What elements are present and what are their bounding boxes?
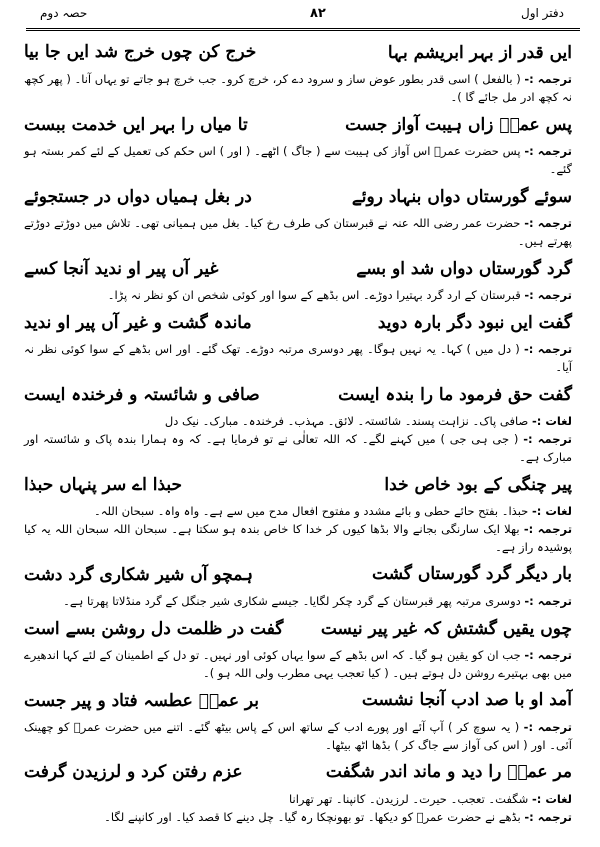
verse-couplet — [24, 762, 572, 786]
paragraph-label: لغات :- — [531, 414, 572, 428]
verse-first-hemistich: بار دیگر گرد گورستاں گشت — [372, 564, 572, 584]
paragraph-label: لغات :- — [531, 792, 572, 806]
paragraph-label: ترجمہ :- — [524, 288, 572, 302]
paragraph-text: قبرستان کے ارد گرد بہتیرا دوڑے۔ اس بڈھے کے سوا اور کوئی شخص ان کو نظر نہ پڑا۔ — [107, 288, 521, 302]
verse-first-hemistich: گفت ایں نبود دگر بارہ دوید — [377, 313, 572, 333]
verse-first-hemistich: ایں قدر از بہر ابریشم بہا — [387, 43, 572, 63]
verse-couplet — [24, 690, 572, 714]
verse-second-hemistich: صافی و شائستہ و فرخندہ ایست — [24, 385, 260, 405]
page-header — [20, 4, 580, 28]
verse-couplet — [24, 114, 572, 138]
paragraph-label: ترجمہ :- — [523, 522, 573, 536]
verse-second-hemistich: تا میاں را بہر ایں خدمت ببست — [24, 115, 248, 135]
paragraph-label: ترجمہ :- — [524, 810, 572, 824]
paragraph-label: ترجمہ :- — [524, 216, 572, 230]
verse-first-hemistich: پیر چنگی کے بود خاص خدا — [384, 475, 572, 495]
paragraph-text: ( دل میں ) کہا۔ یہ نہیں ہوگا۔ پھر دوسری مرتبہ دوڑے۔ تھک گئے۔ اور اس بڈھے کے سوا کوئی نظر نہ آیا۔ — [24, 342, 572, 374]
translation-paragraph — [24, 520, 572, 556]
paragraph-text: صافی پاک۔ نزاہت پسند۔ شائستہ۔ لائق۔ مہذب۔ فرخندہ۔ مبارک۔ نیک دل — [164, 414, 529, 428]
page-body — [24, 34, 572, 826]
verse-first-hemistich: گرد گورستاں دواں شد او بسے — [356, 259, 572, 279]
verse-second-hemistich: بر عمرؓ عطسہ فتاد و پیر جست — [24, 691, 260, 711]
translation-paragraph — [24, 412, 572, 430]
verse-first-hemistich: چوں یقیں گشتش کہ غیر پیر نیست — [320, 619, 572, 639]
paragraph-text: حبذا۔ بفتح حائے حطی و بائے مشدد و مفتوح افعال مدح میں سے ہے۔ واہ واہ۔ سبحان اللہ۔ — [93, 504, 529, 518]
paragraph-text: جب ان کو یقین ہو گیا۔ کہ اس بڈھے کے سوا یہاں کوئی اور نہیں۔ تو دل کے اطمینان کے لئے کہا اندھیرے میں بھی بہتیرے روشن دل ہوتے ہیں۔ ( کیا تعجب یہی مطرب ولی اللہ ہو )۔ — [24, 648, 572, 680]
paragraph-label: ترجمہ :- — [523, 720, 572, 734]
paragraph-label: ترجمہ :- — [523, 342, 573, 356]
verse-second-hemistich: گفت در ظلمت دل روشن بسے است — [24, 619, 284, 639]
paragraph-text: ( یہ سوچ کر ) آپ آئے اور پورے ادب کے ساتھ اس کے پاس بیٹھ گئے۔ اتنے میں حضرت عمرؓ کو چھینک آئی۔ اور ( اس کی آواز سے جاگ کر ) بڈھا اٹھ بیٹھا۔ — [24, 720, 572, 752]
translation-paragraph — [24, 286, 572, 304]
verse-second-hemistich: ہمچو آں شیر شکاری گرد دشت — [24, 565, 253, 585]
verse-couplet — [24, 474, 572, 498]
verse-couplet — [24, 564, 572, 588]
translation-paragraph — [24, 592, 572, 610]
paragraph-text: بھلا ایک سارنگی بجانے والا بڈھا کیوں کر خدا کا خاص بندہ ہو سکتا ہے۔ سبحان اللہ سبحان اللہ یہ کیا پوشیدہ راز ہے۔ — [24, 522, 572, 554]
verse-first-hemistich: پس عمرؓ زاں ہیبت آواز جست — [345, 115, 572, 135]
verse-second-hemistich: حبذا اے سر پنہاں حبذا — [24, 475, 183, 495]
verse-first-hemistich: مر عمرؓ را دید و ماند اندر شگفت — [325, 762, 572, 782]
verse-couplet — [24, 618, 572, 642]
paragraph-label: ترجمہ :- — [524, 648, 572, 662]
header-part-label: حصہ دوم — [40, 6, 88, 20]
verse-second-hemistich: در بغل ہمیاں دواں در جستجوئے — [24, 187, 252, 207]
verse-second-hemistich: غیر آں پیر او ندید آنجا کسے — [24, 259, 219, 279]
translation-paragraph — [24, 214, 572, 250]
translation-paragraph — [24, 430, 572, 466]
translation-paragraph — [24, 646, 572, 682]
translation-paragraph — [24, 502, 572, 520]
paragraph-label: ترجمہ :- — [524, 144, 573, 158]
paragraph-text: پس حضرت عمرؓ اس آواز کی ہیبت سے ( جاگ ) اٹھے۔ ( اور ) اس حکم کی تعمیل کے لئے کمر بستہ ہو گئے۔ — [24, 144, 572, 176]
verse-second-hemistich: عزم رفتن کرد و لرزیدن گرفت — [24, 762, 243, 782]
verse-second-hemistich: خرج کن چوں خرج شد ایں جا بیا — [24, 42, 257, 62]
paragraph-label: لغات :- — [531, 504, 572, 518]
verse-first-hemistich: گفت حق فرمود ما را بندہ ایست — [338, 385, 572, 405]
paragraph-label: ترجمہ :- — [524, 72, 572, 86]
header-rule — [26, 28, 580, 31]
paragraph-label: ترجمہ :- — [524, 594, 572, 608]
translation-paragraph — [24, 808, 572, 826]
page-number: ۸۲ — [310, 6, 326, 21]
translation-paragraph — [24, 142, 572, 178]
paragraph-text: ( بالفعل ) اسی قدر بطور عوض ساز و سرود دے کر، خرچ کرو۔ جب خرچ ہو جاتے تو یہاں آنا۔ ( پھر کچھ نہ کچھ ادر مل جائے گا )۔ — [24, 72, 572, 104]
header-book-label: دفتر اول — [521, 6, 564, 20]
paragraph-text: بڈھے نے حضرت عمرؓ کو دیکھا۔ تو بھونچکا رہ گیا۔ چل دینے کا قصد کیا۔ اور کانپنے لگا۔ — [104, 810, 521, 824]
translation-paragraph — [24, 340, 572, 376]
verse-first-hemistich: آمد او با صد ادب آنجا نشست — [361, 690, 572, 710]
paragraph-label: ترجمہ :- — [523, 432, 572, 446]
verse-couplet — [24, 312, 572, 336]
paragraph-text: شگفت۔ تعجب۔ حیرت۔ لرزیدن۔ کانپنا۔ تھر تھرانا — [289, 792, 529, 806]
verse-couplet — [24, 384, 572, 408]
paragraph-text: حضرت عمر رضی اللہ عنہ نے قبرستان کی طرف رخ کیا۔ بغل میں ہمیانی تھی۔ تلاش میں دوڑتے دوڑتے پھرتے ہیں۔ — [24, 216, 572, 248]
verse-couplet — [24, 258, 572, 282]
translation-paragraph — [24, 790, 572, 808]
verse-second-hemistich: ماندہ گشت و غیر آں پیر او ندید — [24, 313, 252, 333]
translation-paragraph — [24, 718, 572, 754]
translation-paragraph — [24, 70, 572, 106]
paragraph-text: دوسری مرتبہ پھر قبرستان کے گرد چکر لگایا۔ جیسے شکاری شیر جنگل کے گرد منڈلاتا پھرتا ہے۔ — [63, 594, 521, 608]
verse-first-hemistich: سوئے گورستاں دواں بنہاد روئے — [351, 187, 572, 207]
paragraph-text: ( جی ہی جی ) میں کہنے لگے۔ کہ اللہ تعالٰی نے تو فرمایا ہے۔ کہ وہ ہمارا بندہ پاک و شائستہ اور مبارک ہے۔ — [24, 432, 572, 464]
verse-couplet — [24, 186, 572, 210]
verse-couplet — [24, 42, 572, 66]
